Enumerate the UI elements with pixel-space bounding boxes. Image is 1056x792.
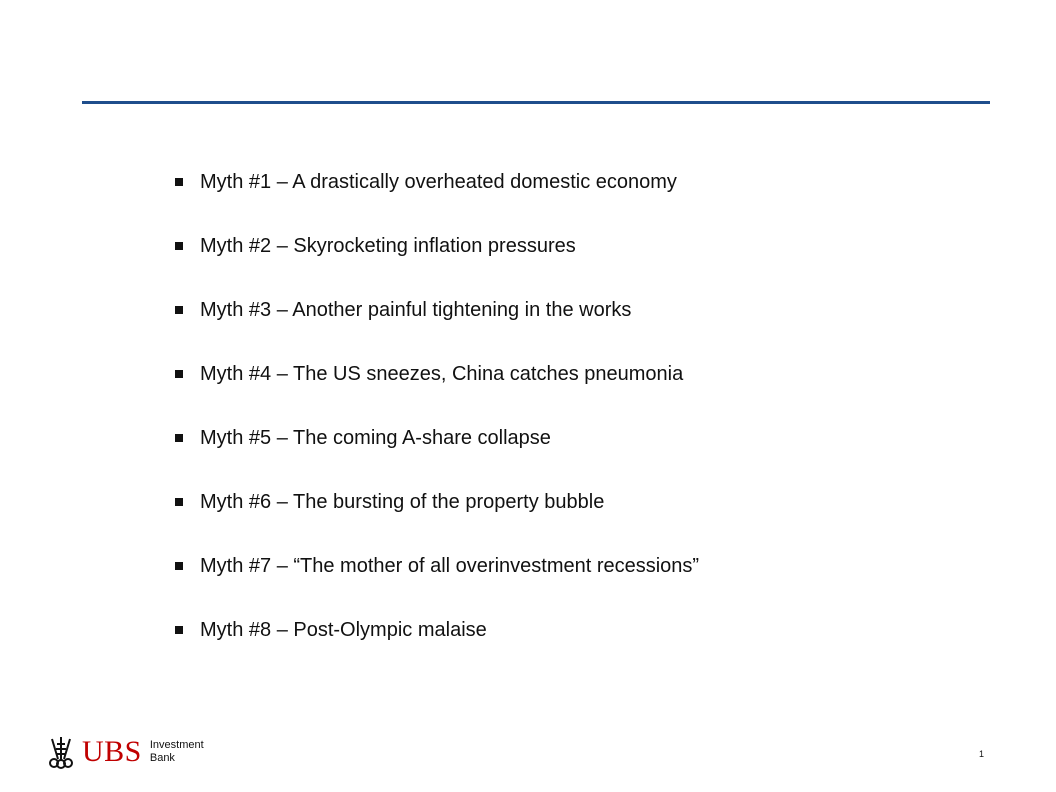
list-item	[175, 616, 699, 680]
list-item	[175, 296, 699, 360]
myth-text: Myth #6 – The bursting of the property bubble	[200, 491, 605, 513]
header-divider	[82, 101, 990, 104]
square-bullet-icon	[175, 498, 183, 506]
list-item	[175, 424, 699, 488]
logo-line-bank: Bank	[149, 752, 175, 764]
square-bullet-icon	[175, 562, 183, 570]
myth-text: Myth #2 – Skyrocketing inflation pressures	[200, 235, 576, 257]
square-bullet-icon	[175, 626, 183, 634]
list-item	[175, 488, 699, 552]
list-item	[175, 168, 699, 232]
square-bullet-icon	[175, 178, 183, 186]
myth-text: Myth #5 – The coming A-share collapse	[200, 427, 551, 449]
list-item	[175, 360, 699, 424]
myth-list	[175, 168, 699, 680]
investment-bank-label	[150, 739, 204, 765]
myth-text: Myth #8 – Post-Olympic malaise	[200, 619, 487, 641]
myth-text: Myth #1 – A drastically overheated domestic economy	[200, 171, 677, 193]
square-bullet-icon	[175, 306, 183, 314]
myth-text: Myth #7 – “The mother of all overinvestment recessions”	[200, 555, 700, 577]
square-bullet-icon	[175, 434, 183, 442]
keys-icon	[46, 735, 76, 769]
page-number: 1	[978, 749, 984, 759]
logo-line-investment: Investment	[149, 739, 204, 751]
square-bullet-icon	[175, 242, 183, 250]
square-bullet-icon	[175, 370, 183, 378]
ubs-wordmark: UBS	[82, 735, 142, 768]
list-item	[175, 232, 699, 296]
ubs-logo	[46, 734, 204, 770]
list-item	[175, 552, 699, 616]
myth-text: Myth #4 – The US sneezes, China catches pneumonia	[200, 363, 684, 385]
myth-text: Myth #3 – Another painful tightening in the works	[200, 299, 632, 321]
